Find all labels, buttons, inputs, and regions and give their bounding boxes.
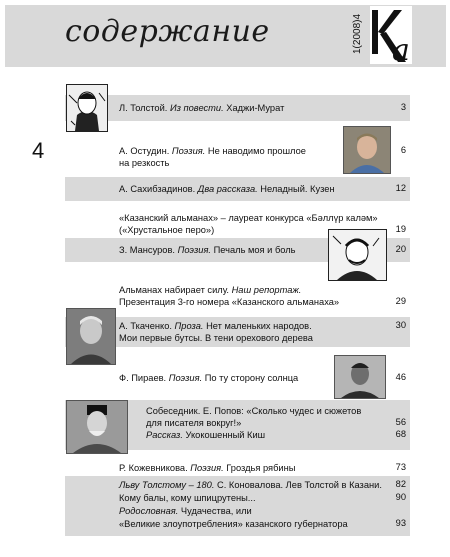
magazine-logo (370, 6, 412, 64)
entry-page: 93 (395, 518, 406, 528)
entry-page: 56 (395, 417, 406, 427)
author-photo (334, 355, 386, 399)
entry-text: А. Ткаченко. Проза. Нет маленьких народов. Мои первые бутсы. В тени орехового дерева (119, 321, 313, 343)
page-title: содержание (65, 14, 270, 49)
entry-page: 68 (395, 429, 406, 439)
toc-entry[interactable] (65, 317, 410, 347)
entry-page: 20 (395, 244, 406, 254)
entry-text: «Казанский альманах» – лауреат конкурса «Бәллүр каләм» («Хрустальное перо») (119, 213, 378, 235)
entry-text: З. Мансуров. Поэзия. Печаль моя и боль (119, 245, 296, 255)
toc-entry[interactable] (65, 177, 410, 201)
toc-entry[interactable] (65, 282, 410, 312)
entry-page: 29 (395, 296, 406, 306)
entry-page: 46 (395, 372, 406, 382)
entry-page: 82 (395, 479, 406, 489)
entry-page: 73 (395, 462, 406, 472)
entry-page: 30 (395, 320, 406, 330)
toc-entry[interactable] (65, 458, 410, 478)
entry-text: Альманах набирает силу. Наш репортаж. Презентация 3-го номера «Казанского альманаха» (119, 285, 340, 307)
page-number: 4 (32, 138, 45, 163)
toc-entry[interactable] (65, 476, 410, 536)
toc-entry[interactable] (65, 95, 410, 121)
entry-text: Р. Кожевникова. Поэзия. Гроздья рябины (119, 463, 296, 473)
entry-text: Ф. Пираев. Поэзия. По ту сторону солнца (119, 373, 299, 383)
author-photo (66, 400, 128, 454)
author-photo (343, 126, 391, 174)
entry-text: Льву Толстому – 180. С. Коновалова. Лев Толстой в Казани. Кому балы, кому шпицрутены... Родословная. Чудачества, или «Великие злоупотребления» казанского губернатора (119, 480, 382, 529)
svg-text:а: а (392, 33, 410, 64)
issue-number: 1(2008)4 (352, 13, 363, 55)
entry-text: А. Сахибзадинов. Два рассказа. Неладный. Кузен (119, 184, 335, 194)
author-portrait-drawing (328, 229, 387, 281)
author-photo (66, 308, 116, 365)
entry-text: Собеседник. Е. Попов: «Сколько чудес и сюжетов для писателя вокруг!» Рассказ. Укокошенный Киш (146, 406, 362, 440)
author-portrait-drawing (66, 84, 108, 132)
entry-page: 90 (395, 492, 406, 502)
entry-page: 12 (395, 183, 406, 193)
entry-text: А. Остудин. Поэзия. Не наводимо прошлое на резкость (119, 146, 306, 168)
entry-page: 3 (400, 102, 406, 112)
entry-text: Л. Толстой. Из повести. Хаджи-Мурат (119, 103, 285, 113)
entry-page: 6 (400, 145, 406, 155)
entry-page: 19 (395, 224, 406, 234)
